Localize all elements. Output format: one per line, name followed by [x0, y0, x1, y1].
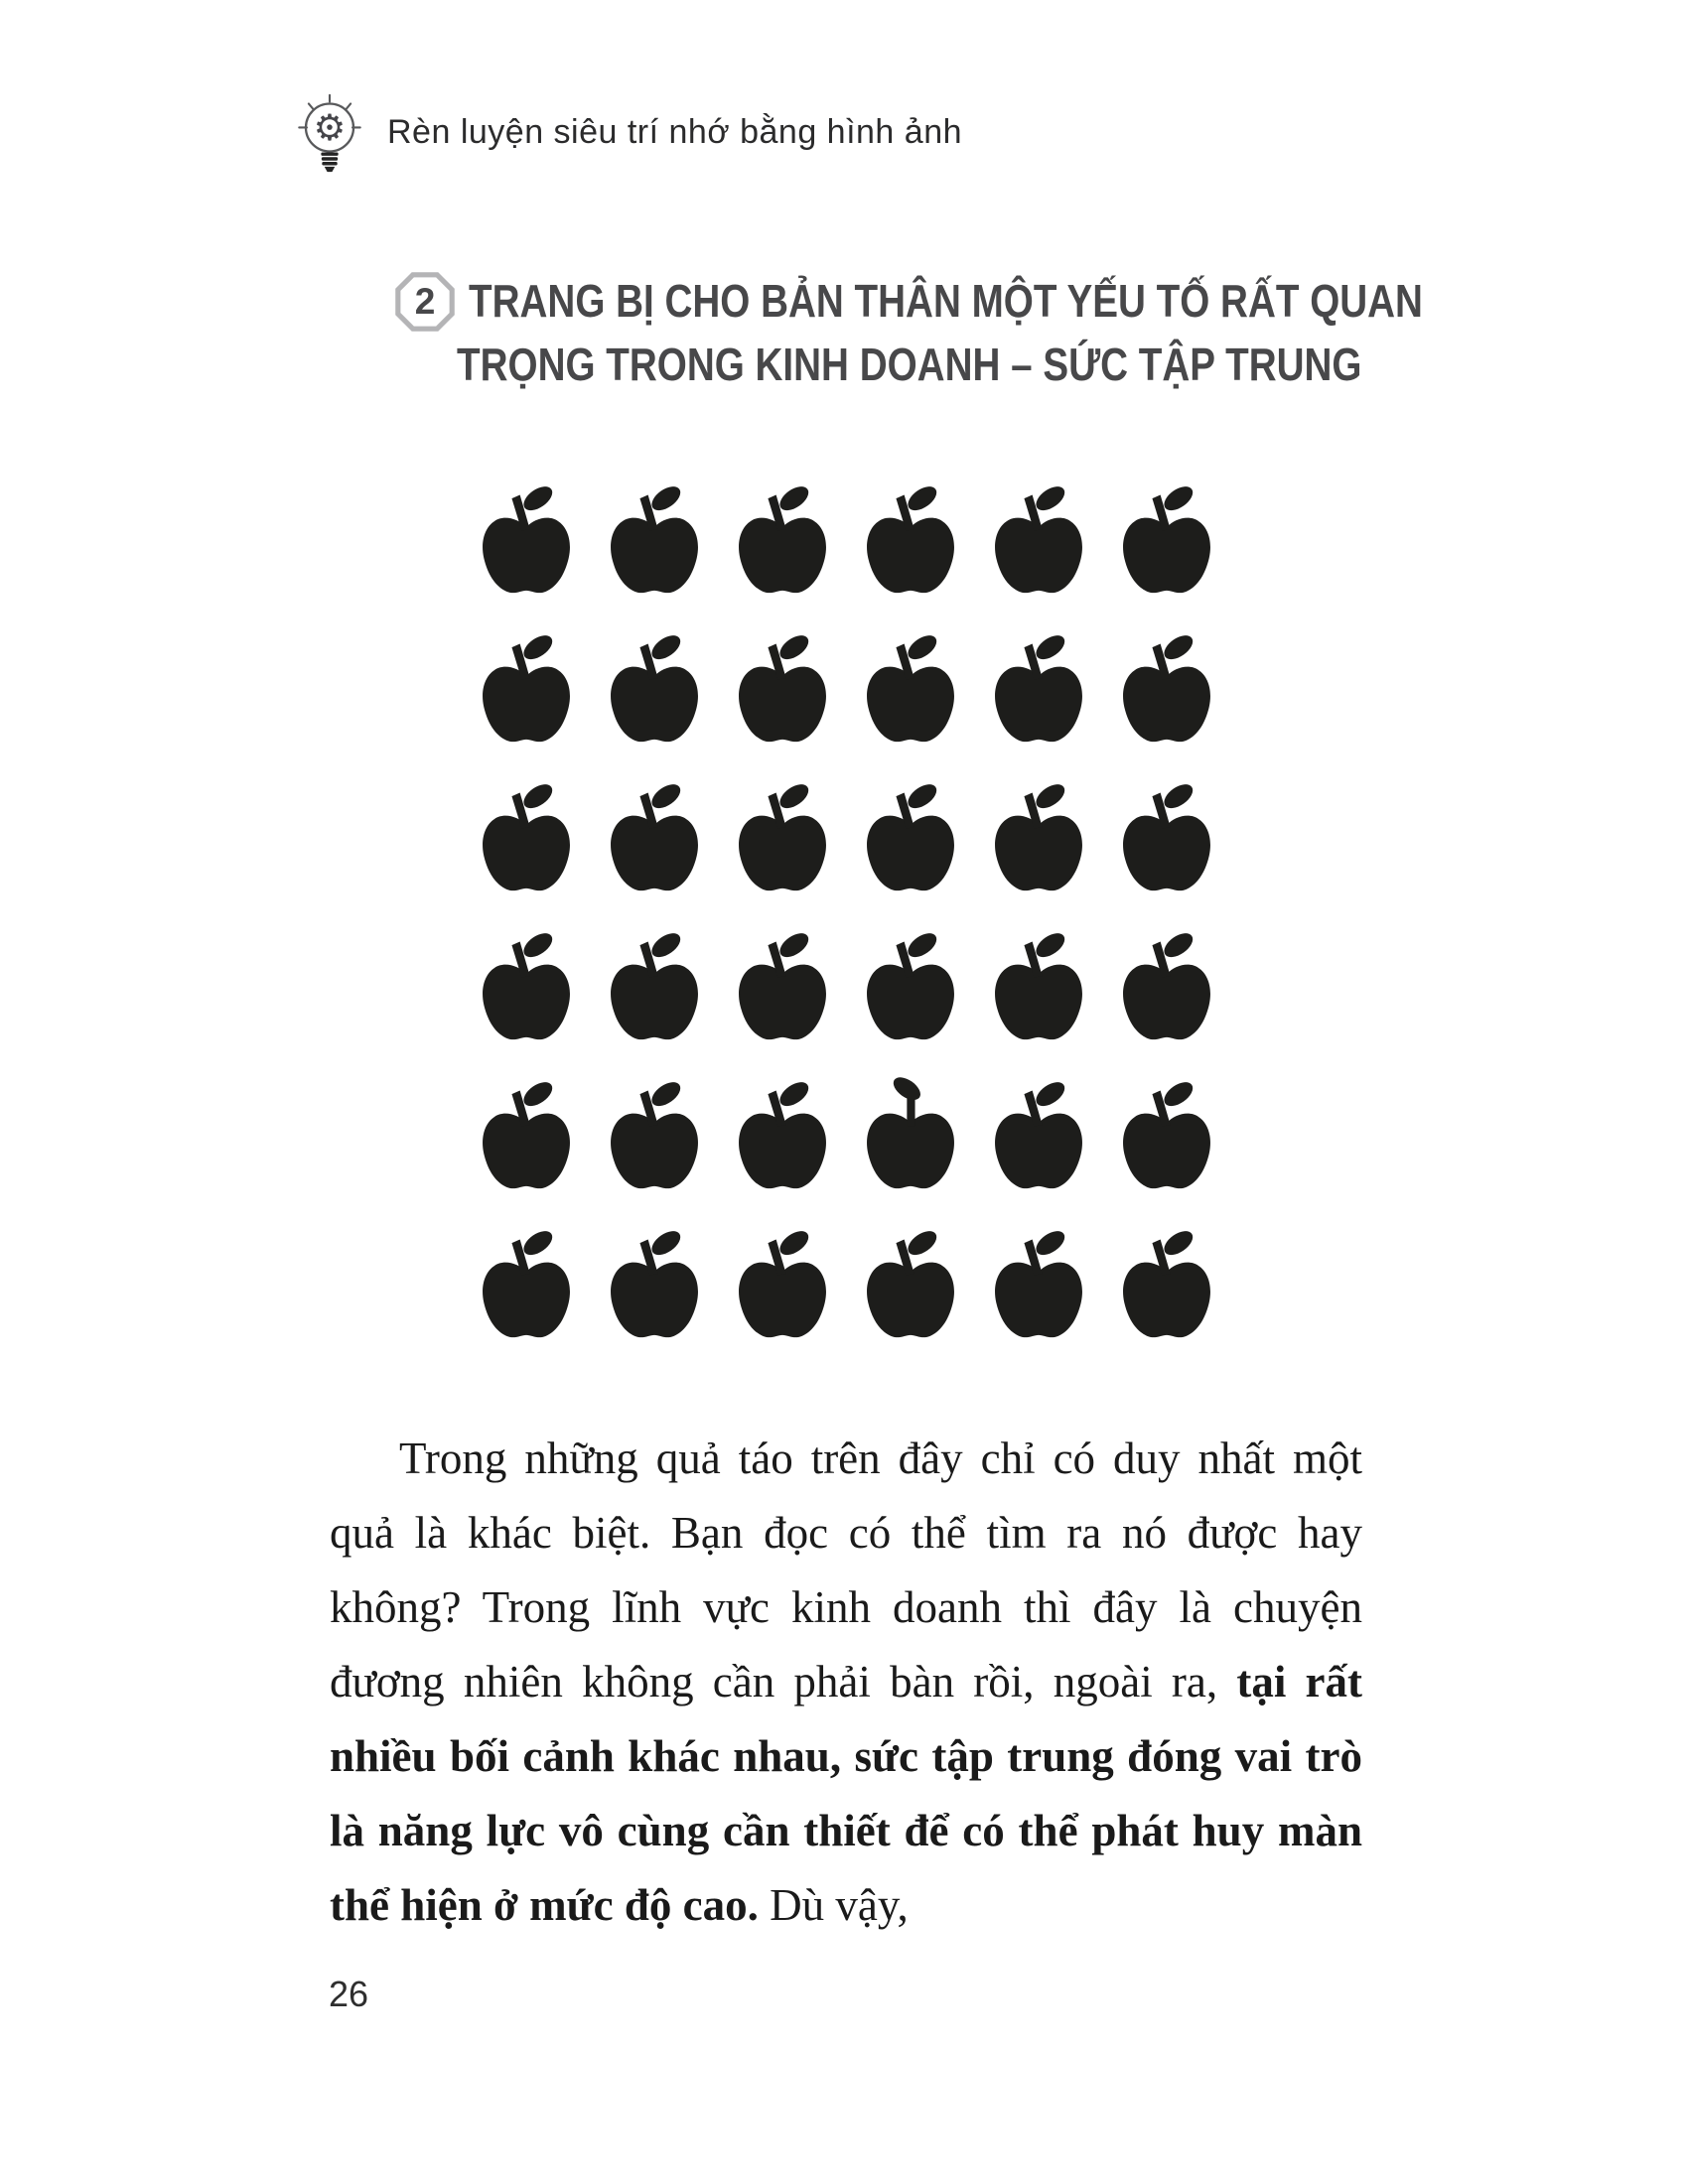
apple-icon	[861, 628, 960, 748]
apple-icon	[861, 926, 960, 1045]
section-heading	[395, 270, 1423, 395]
apple-icon	[989, 777, 1088, 896]
apple-icon	[477, 926, 576, 1045]
apple-icon	[733, 479, 832, 599]
apple-icon	[1117, 926, 1216, 1045]
apple-icon	[477, 1224, 576, 1343]
apple-icon	[733, 926, 832, 1045]
apple-icon	[733, 628, 832, 748]
paragraph-run: Dù vậy,	[758, 1880, 909, 1930]
apple-icon	[605, 479, 704, 599]
apple-icon	[1117, 1224, 1216, 1343]
apple-icon	[733, 777, 832, 896]
apple-puzzle-grid	[477, 479, 1216, 1343]
apple-icon	[989, 479, 1088, 599]
apple-icon	[1117, 777, 1216, 896]
apple-icon	[1117, 1075, 1216, 1194]
paragraph-run: Trong những quả táo trên đây chỉ có duy nhất một quả là khác biệt. Bạn đọc có thể tìm ra nó được hay không? Trong lĩnh vực kinh doanh thì đây là chuyện đương nhiên không cần phải bàn rồi, ngoài ra,	[330, 1433, 1362, 1706]
apple-icon	[605, 1224, 704, 1343]
apple-icon	[733, 1075, 832, 1194]
lightbulb-gear-icon	[294, 91, 365, 187]
apple-icon	[477, 777, 576, 896]
apple-icon	[605, 1075, 704, 1194]
gear-icon: ⚙	[313, 105, 347, 149]
apple-icon	[989, 926, 1088, 1045]
paragraph-bold-run: tại rất nhiều bối cảnh khác nhau, sức tập trung đóng vai trò là năng lực vô cùng cần thiết để có thể phát huy màn thể hiện ở mức độ cao.	[330, 1657, 1362, 1930]
apple-icon	[861, 1224, 960, 1343]
apple-icon	[477, 479, 576, 599]
apple-icon	[1117, 479, 1216, 599]
book-title: Rèn luyện siêu trí nhớ bằng hình ảnh	[387, 112, 963, 151]
apple-icon	[605, 926, 704, 1045]
apple-icon	[477, 628, 576, 748]
apple-icon	[861, 479, 960, 599]
apple-icon	[861, 777, 960, 896]
page-number: 26	[329, 1974, 369, 2014]
apple-icon	[605, 777, 704, 896]
apple-icon	[1117, 628, 1216, 748]
page-header	[294, 91, 962, 187]
apple-icon	[989, 1224, 1088, 1343]
apple-icon	[989, 628, 1088, 748]
apple-icon	[733, 1224, 832, 1343]
apple-icon	[989, 1075, 1088, 1194]
heading-line-1: TRANG BỊ CHO BẢN THÂN MỘT YẾU TỐ RẤT QUAN	[469, 275, 1423, 327]
heading-line-2: TRỌNG TRONG KINH DOANH – SỨC TẬP TRUNG	[457, 339, 1362, 390]
section-number-badge	[395, 272, 455, 332]
body-paragraph	[330, 1422, 1362, 1943]
section-number: 2	[414, 281, 436, 322]
odd-apple-icon	[861, 1075, 960, 1194]
apple-icon	[605, 628, 704, 748]
apple-icon	[477, 1075, 576, 1194]
